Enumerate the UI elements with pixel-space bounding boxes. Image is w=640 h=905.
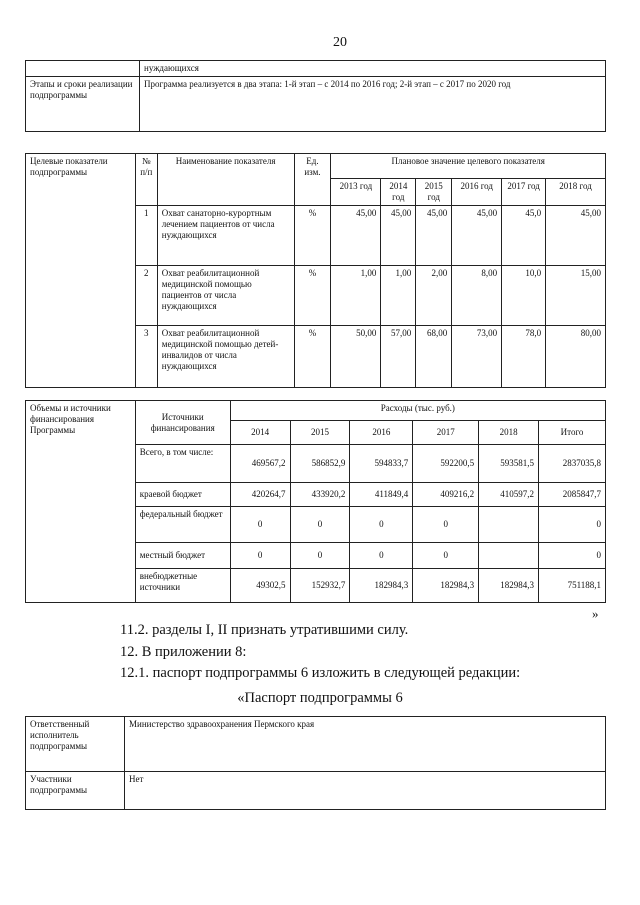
col-unit-header: Ед. изм. [294, 154, 331, 206]
indicators-label: Целевые показатели подпрограммы [26, 154, 136, 388]
col-plan-header: Плановое значение целевого показателя [331, 154, 606, 179]
continuation-text: нуждающихся [140, 61, 606, 77]
paragraph-12-1: 12.1. паспорт подпрограммы 6 изложить в следующей редакции: [120, 665, 521, 681]
stages-table [25, 60, 606, 132]
fin-year-header: 2017 [413, 421, 479, 445]
closing-quote: » [592, 606, 599, 621]
stages-text: Программа реализуется в два этапа: 1-й этап – с 2014 по 2016 год; 2-й этап – с 2017 по 2020 год [140, 77, 606, 132]
paragraph-12: 12. В приложении 8: [120, 644, 247, 660]
indicators-table [25, 153, 606, 388]
col-num-header: № п/п [135, 154, 157, 206]
resp-label: Ответственный исполнитель подпрограммы [26, 717, 125, 772]
participants-value: Нет [125, 772, 606, 810]
indicator-row: 2 Охват реабилитационной медицинской помощью пациентов от числа нуждающихся % 1,00 1,00 2,00 8,00 10,0 15,00 [26, 266, 606, 326]
resp-value: Министерство здравоохранения Пермского края [125, 717, 606, 772]
finance-label: Объемы и источники финансирования Программы [26, 401, 136, 603]
passport-heading: «Паспорт подпрограммы 6 [237, 690, 403, 706]
indicator-row: 3 Охват реабилитационной медицинской помощью детей-инвалидов от числа нуждающихся % 50,00 57,00 68,00 73,00 78,0 80,00 [26, 326, 606, 388]
participants-label: Участники подпрограммы [26, 772, 125, 810]
year-header: 2014 год [381, 179, 416, 206]
finance-table [25, 400, 606, 603]
col-name-header: Наименование показателя [157, 154, 294, 206]
year-header: 2013 год [331, 179, 381, 206]
passport-table [25, 716, 606, 810]
finance-row: внебюджетные источники 49302,5 152932,7 182984,3 182984,3 182984,3 751188,1 [26, 569, 606, 603]
paragraph-11-2: 11.2. разделы I, II признать утратившими силу. [120, 622, 409, 638]
fin-year-header: 2014 [230, 421, 290, 445]
expenses-header: Расходы (тыс. руб.) [230, 401, 605, 421]
fin-year-header: 2016 [350, 421, 413, 445]
sources-header: Источники финансирования [135, 401, 230, 445]
finance-row: краевой бюджет 420264,7 433920,2 411849,4 409216,2 410597,2 2085847,7 [26, 483, 606, 507]
finance-row: Всего, в том числе: 469567,2 586852,9 594833,7 592200,5 593581,5 2837035,8 [26, 445, 606, 483]
year-header: 2017 год [502, 179, 546, 206]
stages-label: Этапы и сроки реализации подпрограммы [26, 77, 140, 132]
page-number: 20 [333, 35, 347, 50]
year-header: 2016 год [452, 179, 502, 206]
indicator-row: 1 Охват санаторно-курортным лечением пациентов от числа нуждающихся % 45,00 45,00 45,00 45,00 45,0 45,00 [26, 206, 606, 266]
year-header: 2015 год [416, 179, 452, 206]
fin-year-header: 2018 [479, 421, 539, 445]
finance-row: местный бюджет 0 0 0 0 0 [26, 543, 606, 569]
year-header: 2018 год [546, 179, 606, 206]
finance-row: федеральный бюджет 0 0 0 0 0 [26, 507, 606, 543]
fin-year-header: Итого [539, 421, 606, 445]
fin-year-header: 2015 [290, 421, 350, 445]
